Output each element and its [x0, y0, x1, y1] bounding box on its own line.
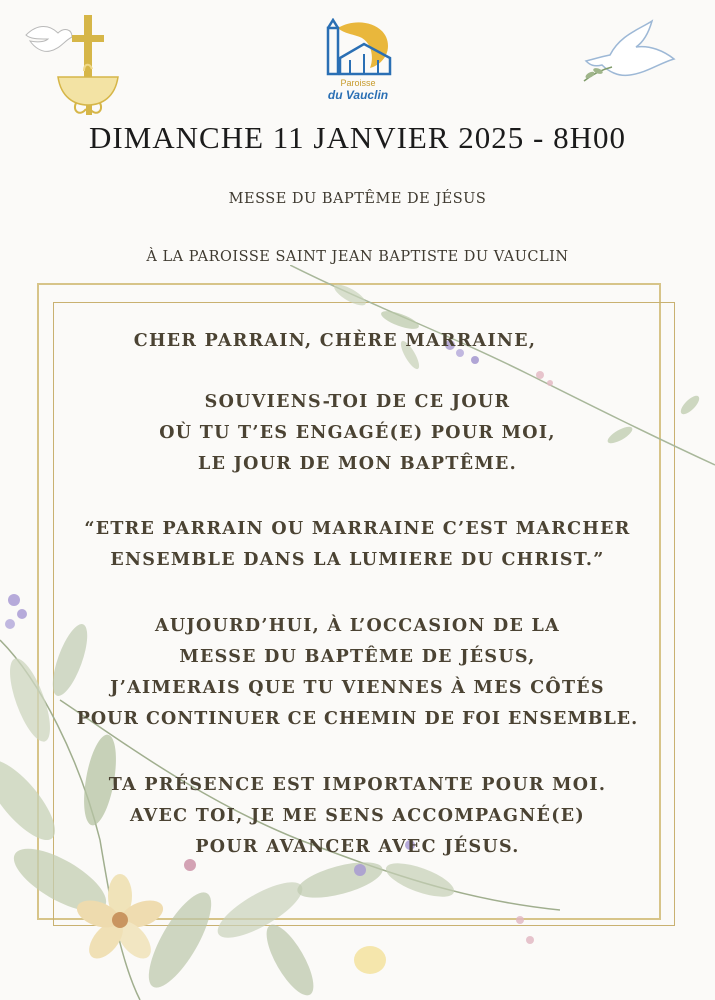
page-title: DIMANCHE 11 JANVIER 2025 - 8H00: [88, 120, 627, 155]
text-line: AVEC TOI, JE ME SENS ACCOMPAGNÉ(E): [130, 806, 585, 826]
event-subtitle: MESSE DU BAPTÊME DE JÉSUS: [228, 191, 487, 207]
logo-parish-label: Paroisse: [340, 78, 376, 88]
text-line: “ETRE PARRAIN OU MARRAINE C’EST MARCHER: [84, 519, 631, 539]
cross-chalice-dove-icon: [20, 5, 120, 125]
parish-subtitle: À LA PAROISSE SAINT JEAN BAPTISTE DU VAUCLIN: [146, 249, 569, 265]
text-line: LE JOUR DE MON BAPTÊME.: [197, 454, 518, 474]
text-line: J’AIMERAIS QUE TU VIENNES À MES CÔTÉS: [110, 678, 605, 698]
logo-parish-name: du Vauclin: [327, 88, 389, 102]
paragraph-presence: [0, 770, 715, 863]
text-line: SOUVIENS-TOI DE CE JOUR: [204, 392, 511, 412]
paragraph-remember: [0, 387, 715, 480]
text-line: MESSE DU BAPTÊME DE JÉSUS,: [179, 647, 536, 667]
greeting-line: CHER PARRAIN, CHÈRE MARRAINE,: [133, 331, 537, 351]
text-line: POUR CONTINUER CE CHEMIN DE FOI ENSEMBLE.: [76, 709, 639, 729]
text-line: TA PRÉSENCE EST IMPORTANTE POUR MOI.: [108, 775, 607, 795]
text-line: AUJOURD’HUI, À L’OCCASION DE LA: [154, 616, 561, 636]
dove-olive-branch-icon: [580, 15, 680, 95]
quote: [0, 514, 715, 576]
text-line: ENSEMBLE DANS LA LUMIERE DU CHRIST.”: [110, 550, 605, 570]
paragraph-invitation: [0, 611, 715, 735]
text-line: OÙ TU T’ES ENGAGÉ(E) POUR MOI,: [159, 423, 556, 443]
greeting: [0, 326, 715, 357]
text-line: POUR AVANCER AVEC JÉSUS.: [195, 837, 520, 857]
